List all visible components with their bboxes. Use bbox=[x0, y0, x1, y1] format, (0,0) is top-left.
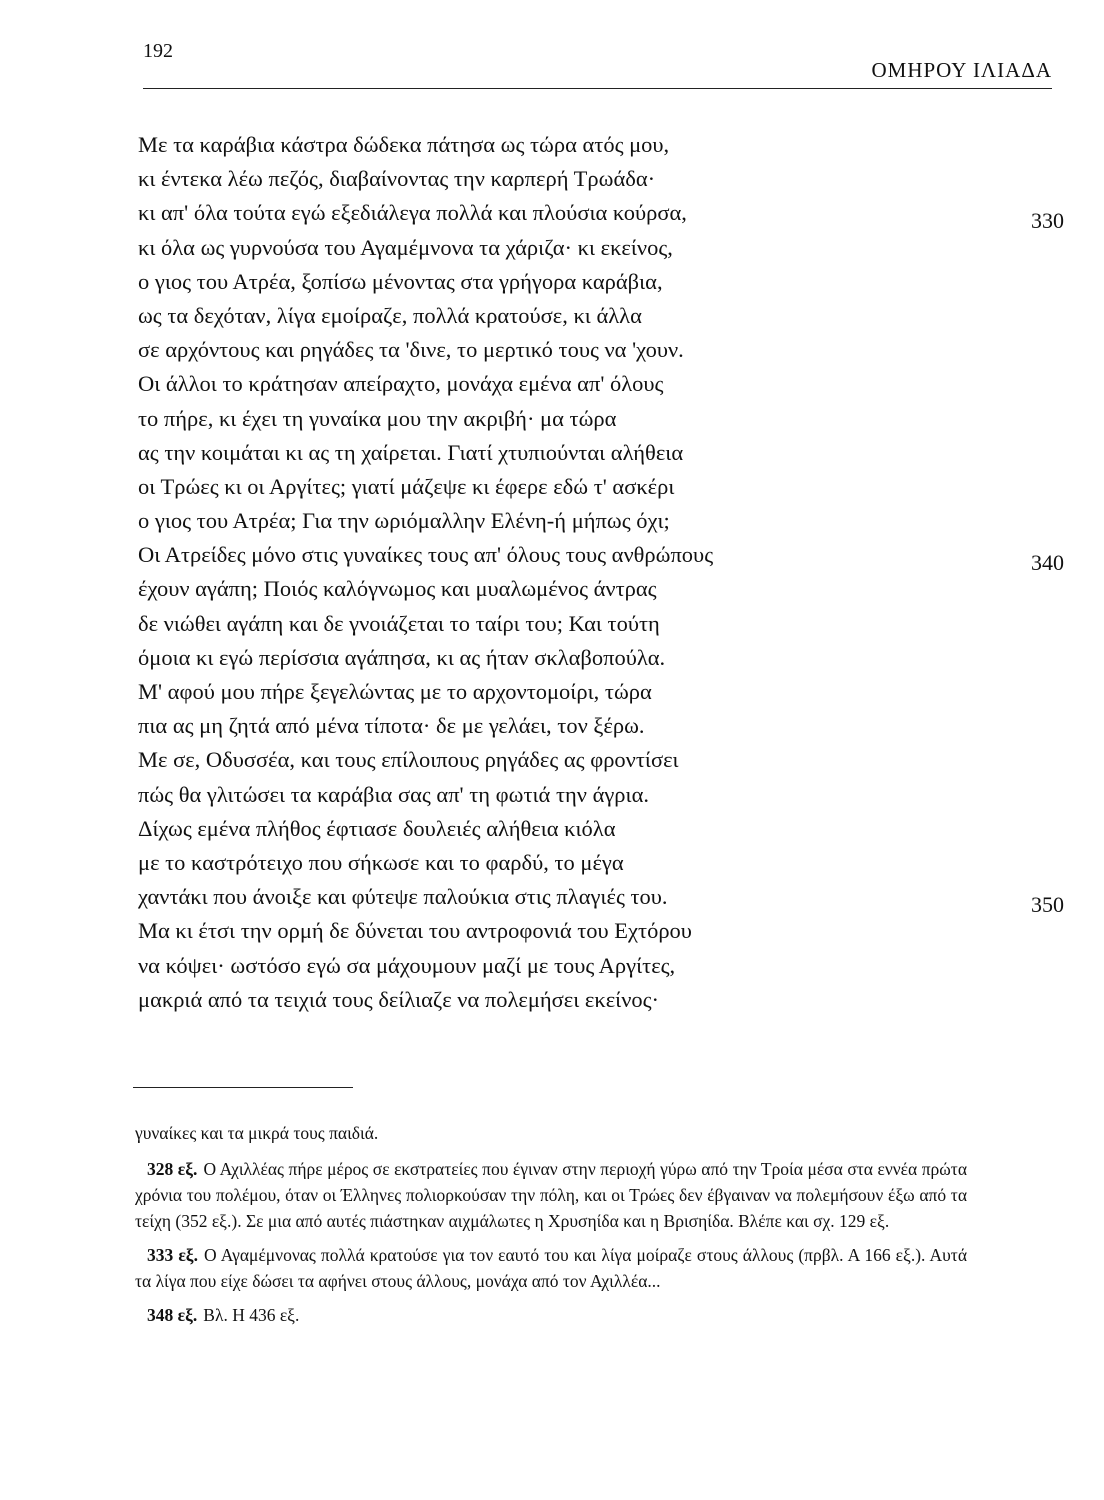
verse-line: Με σε, Οδυσσέα, και τους επίλοιπους ρηγάδες ας φροντίσει bbox=[138, 747, 679, 773]
verse-line: πια ας μη ζητά από μένα τίποτα· δε με γελάει, τον ξέρω. bbox=[138, 713, 645, 739]
verse-line: ο γιος του Ατρέα; Για την ωριόμαλλην Ελένη-ή μήπως όχι; bbox=[138, 508, 670, 534]
footnote-text: Ο Αγαμέμνονας πολλά κρατούσε για τον εαυτό του και λίγα μοίραζε στους άλλους (πρβλ. Α 166 εξ.). Αυτά τα λίγα που είχε δώσει τα αφήνει στους άλλους, μονάχα από τον Αχιλλέα... bbox=[135, 1245, 967, 1291]
footnote bbox=[135, 1156, 967, 1234]
verse-line: το πήρε, κι έχει τη γυναίκα μου την ακριβή· μα τώρα bbox=[138, 405, 617, 431]
verse-line: να κόψει· ωστόσο εγώ σα μάχουμουν μαζί με τους Αργίτες, bbox=[138, 952, 676, 978]
verse-line: Με τα καράβια κάστρα δώδεκα πάτησα ως τώρα ατός μου, bbox=[138, 132, 670, 157]
page-number: 192 bbox=[143, 40, 173, 62]
verse-line: χαντάκι που άνοιξε και φύτεψε παλούκια στις πλαγιές του. 350 bbox=[138, 880, 1078, 914]
verse-line: Οι Ατρείδες μόνο στις γυναίκες τους απ' όλους τους ανθρώπους 340 bbox=[138, 538, 1078, 572]
footnote bbox=[135, 1302, 967, 1328]
verse-line: ο γιος του Ατρέα, ξοπίσω μένοντας στα γρήγορα καράβια, bbox=[138, 268, 663, 294]
header-rule bbox=[143, 88, 1052, 89]
line-number: 350 bbox=[1031, 892, 1064, 918]
verse-line: οι Τρώες κι οι Αργίτες; γιατί μάζεψε κι έφερε εδώ τ' ασκέρι bbox=[138, 473, 675, 499]
footnote-ref: 348 εξ. bbox=[147, 1305, 198, 1325]
footnotes bbox=[135, 1120, 967, 1336]
footnote-continuation: γυναίκες και τα μικρά τους παιδιά. bbox=[135, 1123, 379, 1143]
line-number: 330 bbox=[1031, 208, 1064, 234]
verse-line: Μα κι έτσι την ορμή δε δύνεται του αντροφονιά του Εχτόρου bbox=[138, 918, 692, 944]
footnote-rule bbox=[133, 1087, 353, 1088]
verse-line: με το καστρότειχο που σήκωσε και το φαρδύ, το μέγα bbox=[138, 849, 624, 875]
verse-line: σε αρχόντους και ρηγάδες τα 'δινε, το μερτικό τους να 'χουν. bbox=[138, 337, 684, 363]
verse-line: Μ' αφού μου πήρε ξεγελώντας με το αρχοντομοίρι, τώρα bbox=[138, 679, 652, 704]
poem-text bbox=[138, 128, 1078, 1017]
verse-line: έχουν αγάπη; Ποιός καλόγνωμος και μυαλωμένος άντρας bbox=[138, 576, 657, 602]
verse-line: όμοια κι εγώ περίσσια αγάπησα, κι ας ήταν σκλαβοπούλα. bbox=[138, 644, 666, 670]
verse-line: ως τα δεχόταν, λίγα εμοίραζε, πολλά κρατούσε, κι άλλα bbox=[138, 302, 642, 328]
footnote-text: Ο Αχιλλέας πήρε μέρος σε εκστρατείες που έγιναν στην περιοχή γύρω από την Τροία μέσα στα εννέα πρώτα χρόνια του πολέμου, όταν οι Έλληνες πολιορκούσαν την πόλη, και οι Τρώες δεν έβγαιναν να πολεμήσουν έξω από τα τείχη (352 εξ.). Σε μια από αυτές πιάστηκαν αιχμάλωτες η Χρυσηίδα και η Βρισηίδα. Βλέπε και σχ. 129 εξ. bbox=[135, 1159, 967, 1231]
verse-line: κι όλα ως γυρνούσα του Αγαμέμνονα τα χάριζα· κι εκείνος, bbox=[138, 234, 673, 260]
verse-line: δε νιώθει αγάπη και δε γνοιάζεται το ταίρι του; Και τούτη bbox=[138, 610, 660, 636]
line-number: 340 bbox=[1031, 550, 1064, 576]
verse-line: ας την κοιμάται κι ας τη χαίρεται. Γιατί χτυπιούνται αλήθεια bbox=[138, 439, 684, 465]
verse-line: μακριά από τα τειχιά τους δείλιαζε να πολεμήσει εκείνος· bbox=[138, 986, 660, 1012]
footnote bbox=[135, 1242, 967, 1294]
verse-line: πώς θα γλιτώσει τα καράβια σας απ' τη φωτιά την άγρια. bbox=[138, 781, 649, 807]
verse-line: Οι άλλοι το κράτησαν απείραχτο, μονάχα εμένα απ' όλους bbox=[138, 371, 664, 397]
footnote-text: Βλ. Η 436 εξ. bbox=[203, 1305, 300, 1325]
footnote-ref: 328 εξ. bbox=[147, 1159, 198, 1179]
footnote-ref: 333 εξ. bbox=[147, 1245, 198, 1265]
running-title: ΟΜΗΡΟΥ ΙΛΙΑΔΑ bbox=[871, 58, 1052, 82]
verse-line: κι απ' όλα τούτα εγώ εξεδιάλεγα πολλά και πλούσια κούρσα, 330 bbox=[138, 196, 1078, 230]
verse-line: Δίχως εμένα πλήθος έφτιασε δουλειές αλήθεια κιόλα bbox=[138, 815, 616, 841]
verse-line: κι έντεκα λέω πεζός, διαβαίνοντας την καρπερή Τρωάδα· bbox=[138, 166, 656, 192]
